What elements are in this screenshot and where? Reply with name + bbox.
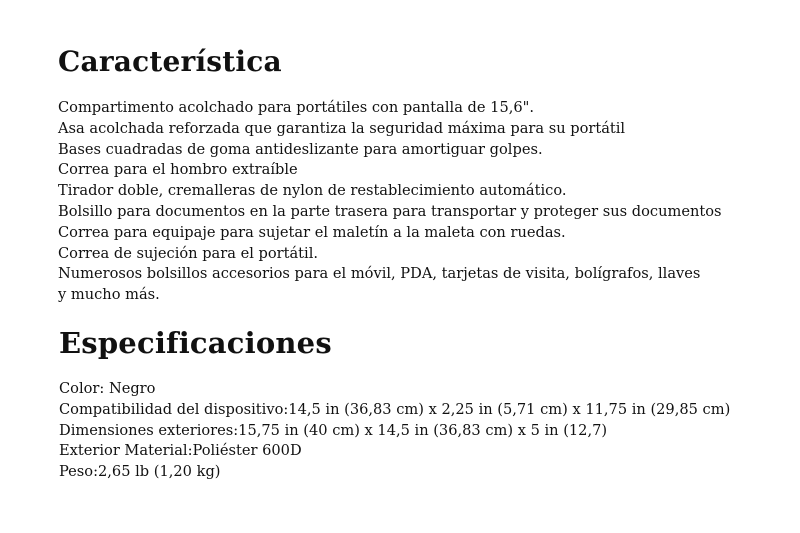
caracteristica-line: Bases cuadradas de goma antideslizante para amortiguar golpes.	[58, 140, 543, 158]
especificaciones-list	[59, 379, 730, 483]
especificaciones-line: Dimensiones exteriores:15,75 in (40 cm) x 14,5 in (36,83 cm) x 5 in (12,7)	[59, 421, 608, 439]
especificaciones-line: Compatibilidad del dispositivo:14,5 in (36,83 cm) x 2,25 in (5,71 cm) x 11,75 in (29,85 cm)	[59, 400, 731, 418]
caracteristica-heading: Característica	[58, 45, 282, 78]
especificaciones-line: Color: Negro	[59, 380, 156, 397]
caracteristica-line: y mucho más.	[58, 286, 160, 304]
especificaciones-line: Peso:2,65 lb (1,20 kg)	[59, 463, 221, 481]
caracteristica-list	[58, 98, 722, 306]
especificaciones-line: Exterior Material:Poliéster 600D	[59, 442, 302, 460]
caracteristica-line: Correa de sujeción para el portátil.	[58, 244, 319, 262]
caracteristica-line: Bolsillo para documentos en la parte trasera para transportar y proteger sus documentos	[58, 202, 722, 220]
caracteristica-line: Asa acolchada reforzada que garantiza la seguridad máxima para su portátil	[58, 119, 626, 137]
caracteristica-line: Correa para el hombro extraíble	[58, 161, 298, 179]
caracteristica-line: Correa para equipaje para sujetar el maletín a la maleta con ruedas.	[58, 223, 566, 241]
caracteristica-line: Numerosos bolsillos accesorios para el móvil, PDA, tarjetas de visita, bolígrafos, llaves	[58, 265, 701, 283]
especificaciones-heading: Especificaciones	[59, 326, 332, 360]
caracteristica-line: Compartimento acolchado para portátiles con pantalla de 15,6".	[58, 99, 535, 116]
caracteristica-line: Tirador doble, cremalleras de nylon de restablecimiento automático.	[58, 182, 567, 200]
